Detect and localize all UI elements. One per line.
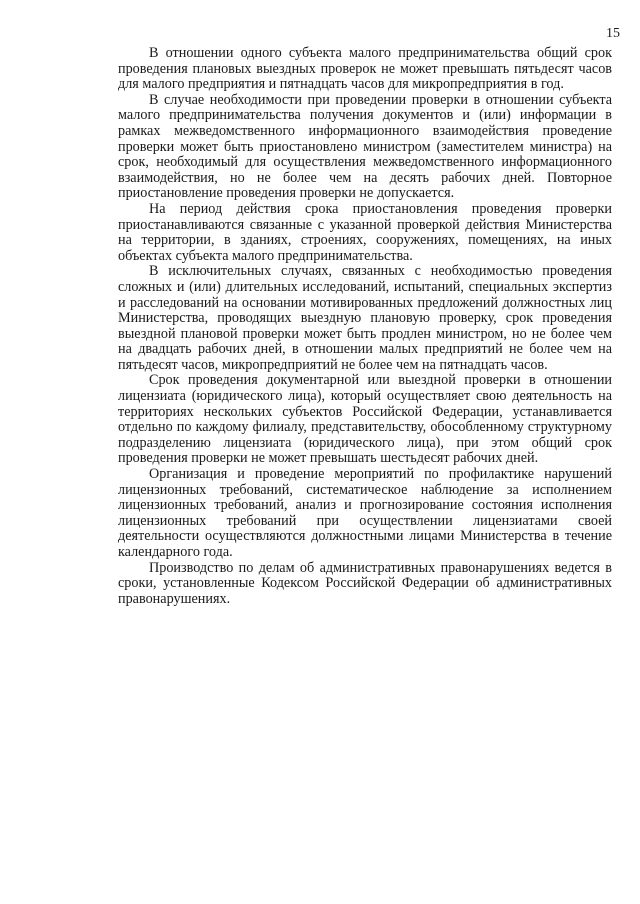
paragraph: Срок проведения документарной или выездной проверки в отношении лицензиата (юридического лица), который осуществляет свою деятельность на территориях нескольких субъектов Российской Федерации, устанавливается отдельно по каждому филиалу, представительству, обособленному структурному подразделению лицензиата (юридического лица), при этом общий срок проведения проверки не может превышать шестьдесят рабочих дней. <box>118 372 612 467</box>
paragraph: В отношении одного субъекта малого предпринимательства общий срок проведения плановых выездных проверок не может превышать пятьдесят часов для малого предприятия и пятнадцать часов для микропредприятия в год. <box>118 45 612 93</box>
paragraph: В случае необходимости при проведении проверки в отношении субъекта малого предпринимательства получения документов и (или) информации в рамках межведомственного информационного взаимодействия проведение проверки может быть приостановлено министром (заместителем министра) на срок, необходимый для осуществления межведомственного информационного взаимодействия, но не более чем на десять рабочих дней. Повторное приостановление проведения проверки не допускается. <box>118 91 612 202</box>
paragraph: В исключительных случаях, связанных с необходимостью проведения сложных и (или) длительных исследований, испытаний, специальных экспертиз и расследований на основании мотивированных предложений должностных лиц Министерства, проводящих выездную плановую проверку, срок проведения выездной плановой проверки может быть продлен министром, но не более чем на двадцать рабочих дней, в отношении малых предприятий не более чем на пятьдесят часов, микропредприятий не более чем на пятнадцать часов. <box>118 263 612 373</box>
paragraph: На период действия срока приостановления проведения проверки приостанавливаются связанные с указанной проверкой действия Министерства на территории, в зданиях, строениях, сооружениях, помещениях, на иных объектах субъекта малого предпринимательства. <box>118 200 612 264</box>
page-number: 15 <box>606 26 620 41</box>
document-body <box>118 46 612 607</box>
paragraph: Организация и проведение мероприятий по профилактике нарушений лицензионных требований, систематическое наблюдение за исполнением лицензионных требований, анализ и прогнозирование состояния исполнения лицензионных требований при осуществлении лицензиатами своей деятельности осуществляются должностными лицами Министерства в течение календарного года. <box>118 466 612 560</box>
paragraph: Производство по делам об административных правонарушениях ведется в сроки, установленные Кодексом Российской Федерации об административных правонарушениях. <box>118 559 612 607</box>
